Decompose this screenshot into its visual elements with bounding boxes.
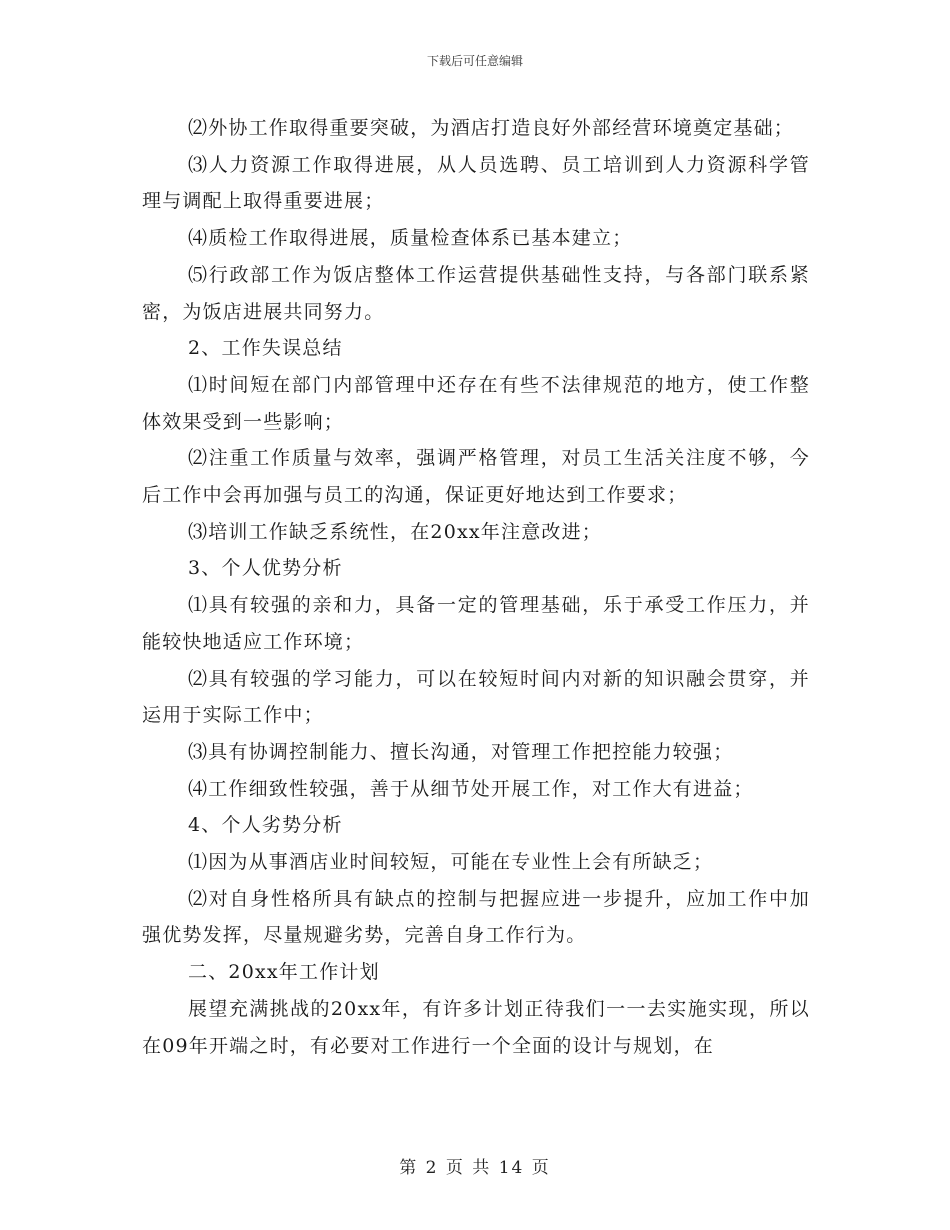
paragraph: ⑵对自身性格所具有缺点的控制与把握应进一步提升，应加工作中加强优势发挥，尽量规避劣势，完善自身工作行为。 [142,887,810,947]
paragraph: ⑶具有协调控制能力、擅长沟通，对管理工作把控能力较强； [188,740,734,763]
paragraph: ⑷质检工作取得进展，质量检查体系已基本建立； [188,227,633,250]
paragraph: ⑵具有较强的学习能力，可以在较短时间内对新的知识融会贯穿，并运用于实际工作中； [142,667,810,727]
paragraph: ⑴具有较强的亲和力，具备一定的管理基础，乐于承受工作压力，并能较快地适应工作环境； [142,594,810,653]
section-heading: 3、个人优势分析 [188,557,343,580]
page-header: 下载后可任意编辑 [426,54,523,68]
page-footer: 第 2 页 共 14 页 [399,1158,551,1178]
document-body [142,110,810,1064]
paragraph: ⑵注重工作质量与效率，强调严格管理，对员工生活关注度不够，今后工作中会再加强与员工的沟通，保证更好地达到工作要求； [142,447,810,507]
section-heading: 二、20xx年工作计划 [188,961,380,984]
section-heading: 2、工作失误总结 [188,337,343,360]
paragraph: ⑶培训工作缺乏系统性，在20xx年注意改进； [188,520,603,543]
section-heading: 4、个人劣势分析 [188,814,343,837]
paragraph: ⑷工作细致性较强，善于从细节处开展工作，对工作大有进益； [188,777,754,800]
paragraph: 展望充满挑战的20xx年，有许多计划正待我们一一去实施实现，所以在09年开端之时，有必要对工作进行一个全面的设计与规划，在 [142,997,810,1057]
paragraph: ⑴因为从事酒店业时间较短，可能在专业性上会有所缺乏； [188,851,714,874]
paragraph: ⑵外协工作取得重要突破，为酒店打造良好外部经营环境奠定基础； [188,117,795,139]
paragraph: ⑴时间短在部门内部管理中还存在有些不法律规范的地方，使工作整体效果受到一些影响； [142,373,810,433]
paragraph: ⑸行政部工作为饭店整体工作运营提供基础性支持，与各部门联系紧密，为饭店进展共同努力。 [142,263,810,323]
paragraph: ⑶人力资源工作取得进展，从人员选聘、员工培训到人力资源科学管理与调配上取得重要进展； [142,153,810,213]
